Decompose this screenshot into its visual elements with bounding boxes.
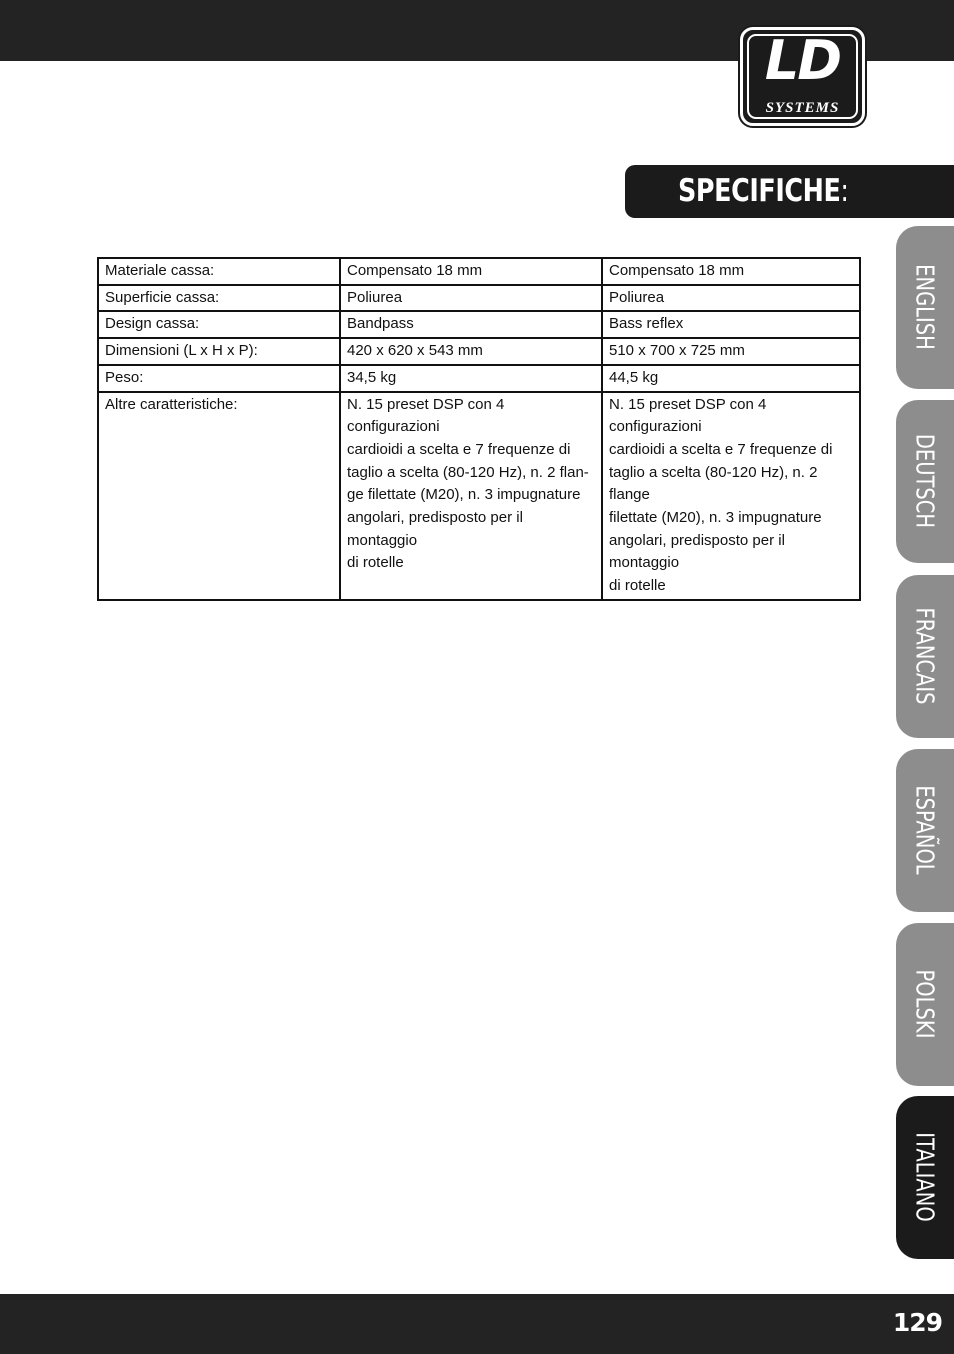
page-number: 129 — [892, 1308, 942, 1337]
spec-value-model-1: Compensato 18 mm — [347, 262, 483, 279]
spec-label-cell — [98, 365, 340, 392]
spec-value-cell — [340, 392, 602, 600]
spec-value-model-1: 420 x 620 x 543 mm — [347, 342, 483, 360]
spec-label-cell — [98, 338, 340, 365]
spec-value-cell — [340, 311, 602, 338]
bottom-bar — [0, 1294, 954, 1354]
tab-label-polski: POLSKI — [910, 969, 940, 1039]
section-title-colon: : — [840, 173, 849, 209]
spec-value-model-2: Compensato 18 mm — [609, 262, 745, 279]
spec-label-cell — [98, 311, 340, 338]
table-row — [98, 392, 860, 600]
spec-label-cell — [98, 258, 340, 285]
tab-deutsch[interactable] — [896, 400, 954, 563]
spec-value-model-1: N. 15 preset DSP con 4 configurazioni cardioidi a scelta e 7 frequenze di taglio a scelta (80-120 Hz), n. 2 flan- ge filettate (M20), n. 3 impugnature angolari, predisposto per il montaggio di rotelle — [347, 395, 589, 572]
table-row — [98, 311, 860, 338]
spec-value-cell — [602, 311, 860, 338]
tab-italiano[interactable] — [896, 1096, 954, 1259]
spec-label-cell — [98, 392, 340, 600]
tab-english[interactable] — [896, 226, 954, 389]
spec-label: Dimensioni (L x H x P): — [105, 342, 258, 360]
spec-label: Materiale cassa: — [105, 262, 215, 279]
spec-value-cell — [340, 338, 602, 365]
tab-label-english: ENGLISH — [910, 264, 940, 350]
spec-label: Superficie cassa: — [105, 288, 220, 306]
spec-value-model-2: Bass reflex — [609, 315, 684, 333]
spec-value-cell — [340, 365, 602, 392]
table-row — [98, 285, 860, 312]
spec-value-cell — [602, 258, 860, 285]
tab-label-espanol: ESPAÑOL — [910, 785, 940, 875]
spec-value-cell — [602, 365, 860, 392]
spec-label: Design cassa: — [105, 315, 200, 333]
tab-francais[interactable] — [896, 575, 954, 738]
spec-label-cell — [98, 285, 340, 312]
logo-sub-text: SYSTEMS — [765, 100, 840, 116]
table-row — [98, 258, 860, 285]
spec-value-cell — [340, 258, 602, 285]
ld-systems-logo — [740, 27, 865, 126]
table-row — [98, 365, 860, 392]
logo-main-text: LD — [764, 29, 841, 92]
spec-value-cell — [340, 285, 602, 312]
tab-label-italiano: ITALIANO — [910, 1132, 940, 1222]
tab-label-deutsch: DEUTSCH — [910, 433, 940, 529]
tab-polski[interactable] — [896, 923, 954, 1086]
spec-value-model-1: Poliurea — [347, 288, 403, 306]
spec-value-cell — [602, 285, 860, 312]
spec-value-model-2: N. 15 preset DSP con 4 configurazioni cardioidi a scelta e 7 frequenze di taglio a scelta (80-120 Hz), n. 2 flange filettate (M20), n. 3 impugnature angolari, predisposto per il montaggio di rotelle — [609, 395, 833, 595]
spec-label: Altre caratteristiche: — [105, 395, 238, 413]
spec-value-model-2: 510 x 700 x 725 mm — [609, 342, 745, 360]
spec-value-model-2: 44,5 kg — [609, 368, 659, 386]
spec-value-cell — [602, 392, 860, 600]
spec-label: Peso: — [105, 368, 144, 386]
tab-espanol[interactable] — [896, 749, 954, 912]
tab-label-francais: FRANCAIS — [910, 607, 940, 705]
table-row — [98, 338, 860, 365]
section-title — [678, 172, 849, 210]
spec-value-cell — [602, 338, 860, 365]
specifications-table — [97, 257, 861, 601]
section-title-label: SPECIFICHE — [678, 173, 841, 209]
spec-value-model-1: 34,5 kg — [347, 368, 397, 386]
spec-value-model-2: Poliurea — [609, 288, 665, 306]
section-title-banner — [625, 165, 954, 218]
spec-value-model-1: Bandpass — [347, 315, 414, 333]
